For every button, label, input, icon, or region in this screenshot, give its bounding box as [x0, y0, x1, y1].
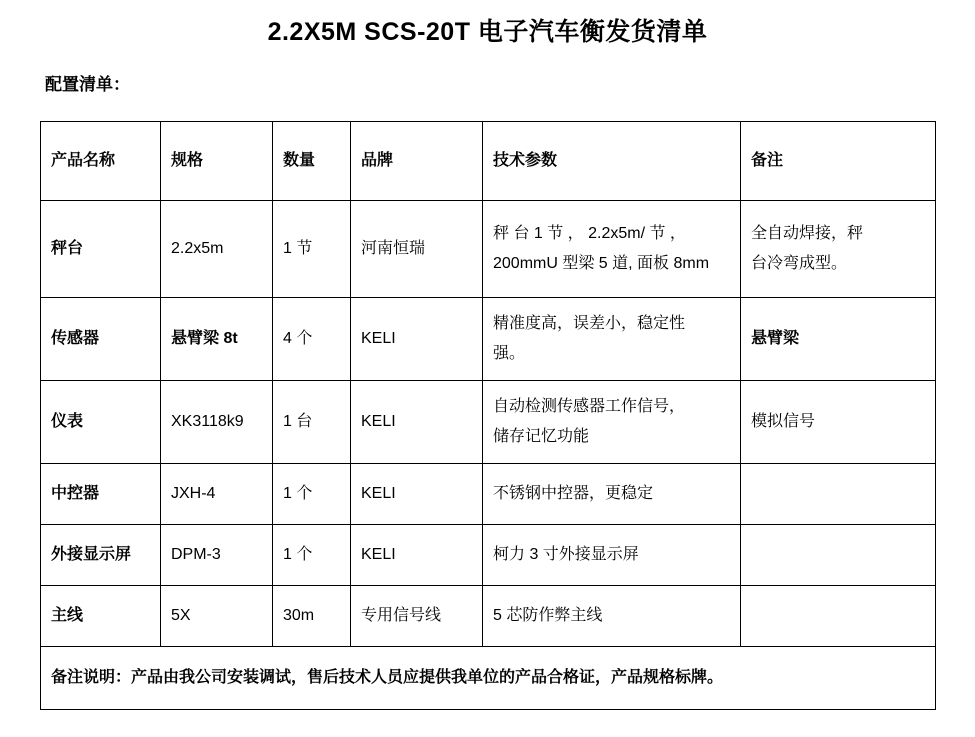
table-row — [41, 525, 936, 586]
table-footer-row — [41, 647, 936, 710]
table-row — [41, 298, 936, 381]
cell-note-line2: 台冷弯成型。 — [751, 255, 848, 272]
table-header-row — [41, 122, 936, 201]
cell-tech — [483, 381, 741, 464]
cell-tech-line1: 自动检测传感器工作信号， — [493, 398, 686, 415]
table-row — [41, 586, 936, 647]
cell-note — [741, 586, 936, 647]
cell-spec: JXH-4 — [161, 464, 273, 525]
cell-note: 悬臂梁 — [741, 298, 936, 381]
cell-note: 模拟信号 — [741, 381, 936, 464]
cell-spec: 悬臂梁 8t — [161, 298, 273, 381]
column-header-spec: 规格 — [161, 122, 273, 201]
cell-tech: 柯力 3 寸外接显示屏 — [483, 525, 741, 586]
column-header-qty: 数量 — [273, 122, 351, 201]
cell-tech — [483, 298, 741, 381]
cell-qty: 1 个 — [273, 525, 351, 586]
section-subtitle: 配置清单： — [45, 75, 130, 94]
cell-qty: 30m — [273, 586, 351, 647]
column-header-tech: 技术参数 — [483, 122, 741, 201]
cell-tech-line2: 储存记忆功能 — [493, 428, 590, 445]
cell-qty: 1 个 — [273, 464, 351, 525]
cell-brand: KELI — [351, 525, 483, 586]
footer-note: 备注说明：产品由我公司安装调试，售后技术人员应提供我单位的产品合格证，产品规格标牌。 — [41, 647, 936, 710]
cell-spec: 5X — [161, 586, 273, 647]
cell-product-name: 外接显示屏 — [41, 525, 161, 586]
page-title: 2.2X5M SCS-20T 电子汽车衡发货清单 — [267, 18, 708, 46]
cell-qty: 1 节 — [273, 201, 351, 298]
cell-product-name: 主线 — [41, 586, 161, 647]
table-row — [41, 381, 936, 464]
column-header-name: 产品名称 — [41, 122, 161, 201]
cell-spec: XK3118k9 — [161, 381, 273, 464]
column-header-brand: 品牌 — [351, 122, 483, 201]
cell-qty: 1 台 — [273, 381, 351, 464]
cell-tech — [483, 201, 741, 298]
cell-tech-line2: 强。 — [493, 345, 526, 362]
cell-note-line1: 全自动焊接，秤 — [751, 225, 864, 242]
cell-note — [741, 201, 936, 298]
cell-spec: 2.2x5m — [161, 201, 273, 298]
cell-brand: 专用信号线 — [351, 586, 483, 647]
cell-brand: 河南恒瑞 — [351, 201, 483, 298]
spec-table — [40, 121, 936, 710]
column-header-note: 备注 — [741, 122, 936, 201]
cell-tech: 不锈钢中控器，更稳定 — [483, 464, 741, 525]
cell-product-name: 传感器 — [41, 298, 161, 381]
cell-tech-line2: 200mmU 型梁 5 道, 面板 8mm — [493, 255, 710, 272]
cell-note — [741, 464, 936, 525]
cell-tech-line1: 精准度高，误差小，稳定性 — [493, 315, 686, 332]
table-row — [41, 464, 936, 525]
cell-tech-line1: 秤 台 1 节 ， 2.2x5m/ 节 ， — [493, 225, 686, 242]
cell-tech: 5 芯防作弊主线 — [483, 586, 741, 647]
document-page — [0, 16, 975, 737]
cell-brand: KELI — [351, 298, 483, 381]
table-row — [41, 201, 936, 298]
cell-product-name: 中控器 — [41, 464, 161, 525]
cell-brand: KELI — [351, 381, 483, 464]
cell-note — [741, 525, 936, 586]
cell-spec: DPM-3 — [161, 525, 273, 586]
cell-product-name: 秤台 — [41, 201, 161, 298]
cell-product-name: 仪表 — [41, 381, 161, 464]
cell-qty: 4 个 — [273, 298, 351, 381]
cell-brand: KELI — [351, 464, 483, 525]
